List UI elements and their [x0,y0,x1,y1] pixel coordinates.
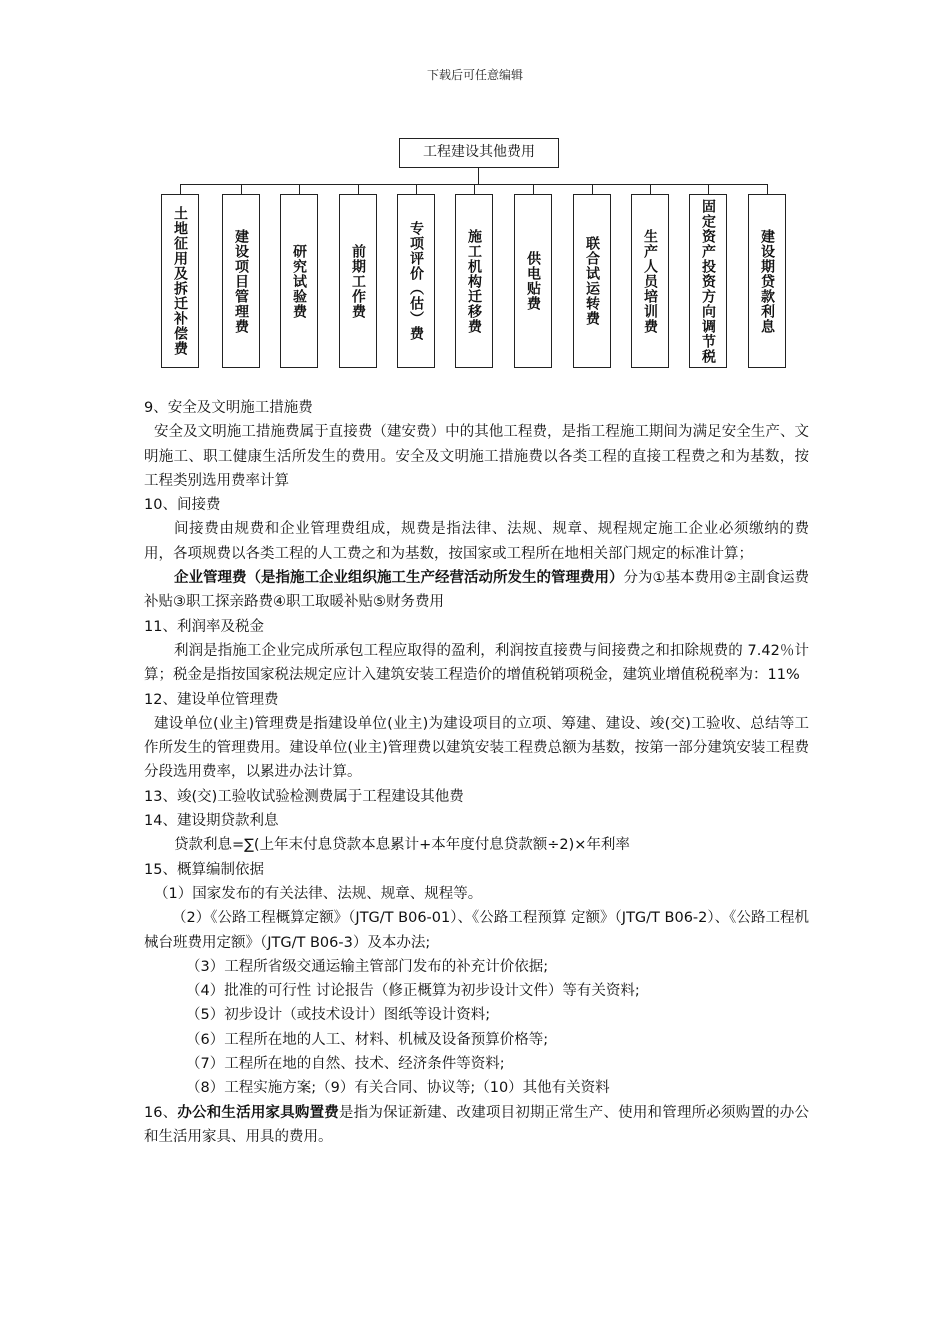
section-14-title: 14、建设期贷款利息 [144,813,279,830]
diagram-leaf-node [222,194,260,368]
diagram-leaf-node [339,194,377,368]
section-11-title: 11、利润率及税金 [144,618,264,635]
basis-item-8: （8）工程实施方案;（9）有关合同、协议等;（10）其他有关资料 [186,1080,610,1097]
leaf-connector [767,184,768,194]
diagram-leaf-node [631,194,669,368]
leaf-label: 固定资产投资方向调节税 [700,198,716,364]
leaf-label: 专项评价（估）费 [408,221,424,341]
diagram-leaf-node [455,194,493,368]
management-fee-term: 企业管理费（是指施工企业组织施工生产经营活动所发生的管理费用） [174,570,624,587]
leaf-connector [708,184,709,194]
leaf-label: 生产人员培训费 [642,228,658,334]
section-10-paragraph-1: 间接费由规费和企业管理费组成，规费是指法律、法规、规章、规程规定施工企业必须缴纳的费用，各项规费以各类工程的人工费之和为基数，按国家或工程所在地相关部门规定的标准计算； [144,521,809,562]
leaf-label: 联合试运转费 [584,236,600,326]
basis-item-1: （1）国家发布的有关法律、法规、规章、规程等。 [154,885,483,902]
basis-item-2: （2）《公路工程概算定额》（JTG/T B06-01）、《公路工程预算 定额》（JTG/T B06-2）、《公路工程机械台班费用定额》（JTG/T B06-3）及本办法; [144,910,809,951]
leaf-label: 前期工作费 [350,243,366,319]
document-body [144,396,809,1149]
leaf-connector [299,184,300,194]
leaf-connector [180,184,181,194]
leaf-label: 供电贴费 [525,251,541,311]
basis-item-7: （7）工程所在地的自然、技术、经济条件等资料; [186,1056,505,1073]
page-header: 下载后可任意编辑 [426,68,523,82]
leaf-label: 研究试验费 [291,243,307,319]
section-10-paragraph-2 [144,566,809,615]
diagram-leaf-node [748,194,786,368]
section-13-title: 13、竣(交)工验收试验检测费属于工程建设其他费 [144,788,464,805]
furniture-fee-term: 办公和生活用家具购置费 [177,1104,339,1121]
diagram-leaf-node [397,194,435,368]
basis-item-5: （5）初步设计（或技术设计）图纸等设计资料; [186,1007,491,1024]
section-16-paragraph [144,1101,809,1150]
diagram-leaf-node [514,194,552,368]
leaf-label: 土地征用及拆迁补偿费 [172,206,188,356]
section-11-paragraph: 利润是指施工企业完成所承包工程应取得的盈利，利润按直接费与间接费之和扣除规费的 7.42％计算；税金是指按国家税法规定应计入建筑安装工程造价的增值税销项税金，建筑业增值税税率为：11% [144,642,809,684]
section-9-title: 9、安全及文明施工措施费 [144,400,313,416]
diagram-leaf-node [573,194,611,368]
furniture-fee-definition: 是指为保证新建、改建项目初期正常生产、使用和管理所必须购置的办公和生活用家具、用具的费用。 [144,1104,810,1145]
leaf-connector [241,184,242,194]
section-10-title: 10、间接费 [144,497,221,514]
diagram-leaf-node [280,194,318,368]
leaf-label: 建设期贷款利息 [759,228,775,334]
diagram-leaf-node [689,194,727,368]
leaf-label: 施工机构迁移费 [466,228,482,334]
leaf-connector [650,184,651,194]
leaf-connector [533,184,534,194]
root-connector [478,168,479,184]
basis-item-3: （3）工程所省级交通运输主管部门发布的补充计价依据; [186,958,549,975]
section-14-formula: 贷款利息=∑(上年末付息贷款本息累计+本年度付息贷款额÷2)×年利率 [174,837,630,854]
section-9-paragraph: 安全及文明施工措施费属于直接费（建安费）中的其他工程费，是指工程施工期间为满足安全生产、文明施工、职工健康生活所发生的费用。安全及文明施工措施费以各类工程的直接工程费之和为基数，按工程类别选用费率计算 [144,424,809,489]
section-12-title: 12、建设单位管理费 [144,691,279,708]
leaf-connector [474,184,475,194]
management-fee-details: 分为①基本费用②主副食运费补贴③职工探亲路费④职工取暖补贴⑤财务费用 [144,570,809,611]
section-12-paragraph: 建设单位(业主)管理费是指建设单位(业主)为建设项目的立项、筹建、建设、竣(交)工验收、总结等工作所发生的管理费用。建设单位(业主)管理费以建筑安装工程费总额为基数，按第一部分建筑安装工程费分段选用费率，以累进办法计算。 [144,715,809,781]
section-16-number: 16、 [144,1104,178,1121]
leaf-label: 建设项目管理费 [233,228,249,334]
basis-item-6: （6）工程所在地的人工、材料、机械及设备预算价格等; [186,1031,549,1048]
leaf-connector [416,184,417,194]
leaf-connector [592,184,593,194]
leaf-connector [358,184,359,194]
section-15-title: 15、概算编制依据 [144,861,264,878]
diagram-leaf-node [161,194,199,368]
basis-item-4: （4）批准的可行性 讨论报告（修正概算为初步设计文件）等有关资料; [186,983,640,1000]
diagram-root-node: 工程建设其他费用 [399,138,559,168]
cost-structure-diagram [0,0,950,400]
